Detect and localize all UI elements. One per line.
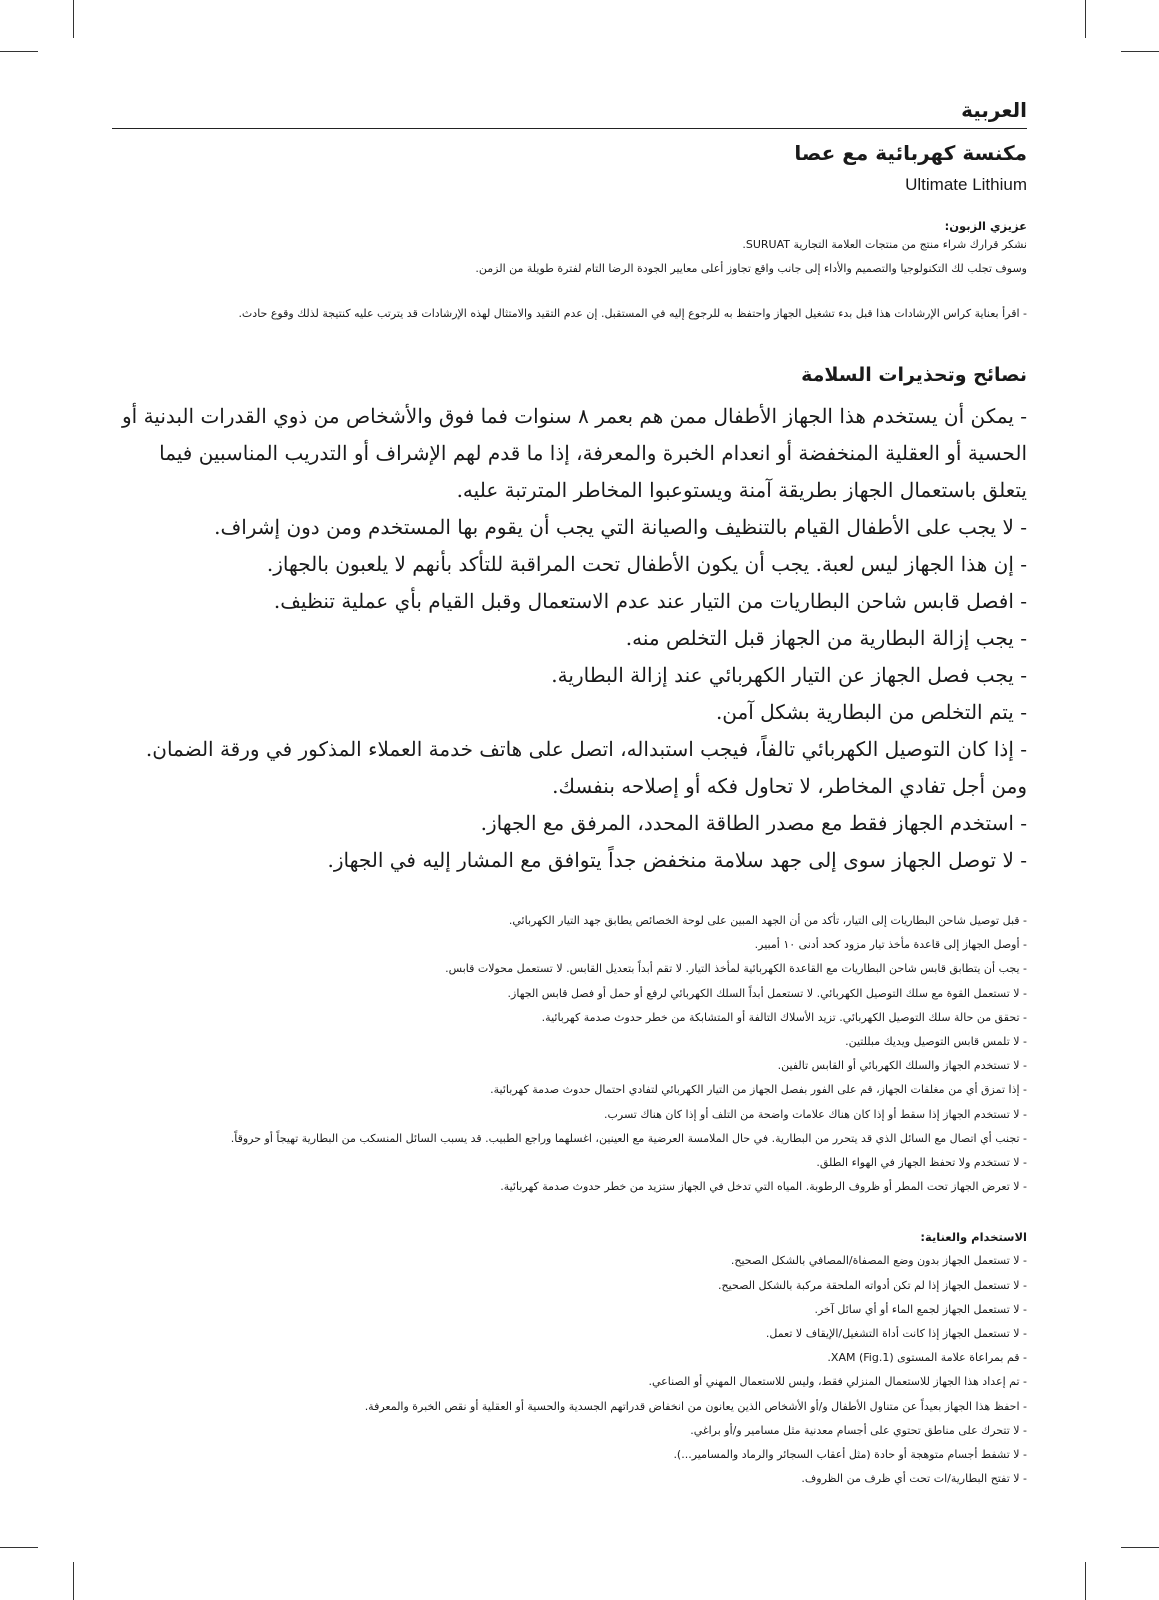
product-model: Ultimate Lithium — [905, 175, 1027, 194]
language-label: العربية — [961, 98, 1027, 122]
manual-page — [112, 88, 1027, 1491]
crop-mark — [1121, 1547, 1159, 1548]
detail-item: - يجب أن يتطابق قابس شاحن البطاريات مع القاعدة الكهربائية لمأخذ التيار. لا تقم أبداً بتعديل القابس. لا تستعمل محولات قابس. — [445, 962, 1027, 976]
safety-item: - يمكن أن يستخدم هذا الجهاز الأطفال ممن هم بعمر ٨ سنوات فما فوق والأشخاص من ذوي القدرات البدنية أو الحسية أو العقلية المنخفضة أو انعدام الخبرة والمعرفة، إذا ما قدم لهم الإشراف أو التدريب المناسبين فيما يتعلق باستعمال الجهاز بطريقة آمنة ويستوعبوا المخاطر المترتبة عليه. — [122, 404, 1027, 502]
product-title: مكنسة كهربائية مع عصا — [794, 141, 1027, 165]
safety-item: - افصل قابس شاحن البطاريات من التيار عند عدم الاستعمال وقبل القيام بأي عملية تنظيف. — [273, 589, 1027, 613]
safety-item: - يتم التخلص من البطارية بشكل آمن. — [715, 700, 1027, 724]
crop-mark — [1121, 51, 1159, 52]
safety-item: - استخدم الجهاز فقط مع مصدر الطاقة المحدد، المرفق مع الجهاز. — [480, 811, 1027, 835]
crop-mark — [1085, 1562, 1086, 1600]
detail-item: - إذا تمزق أي من مغلفات الجهاز، قم على الفور بفصل الجهاز من التيار الكهربائي لتفادي احتمال حدوث صدمة كهربائية. — [490, 1083, 1027, 1097]
detail-item: - تجنب أي اتصال مع السائل الذي قد يتحرر من البطارية. في حال الملامسة العرضية مع العينين، اغسلهما وراجع الطبيب. قد يسبب السائل المنسكب من البطارية تهيجاً أو حروقاً. — [230, 1131, 1027, 1145]
detail-item: - أوصل الجهاز إلى قاعدة مأخذ تيار مزود كحد أدنى ١٠ أمبير. — [754, 938, 1027, 952]
crop-mark — [73, 1562, 74, 1600]
detail-item: - لا تلمس قابس التوصيل ويديك مبللتين. — [845, 1035, 1027, 1049]
detail-item: - لا تستخدم الجهاز والسلك الكهربائي أو القابس تالفين. — [777, 1059, 1027, 1073]
safety-item: - إن هذا الجهاز ليس لعبة. يجب أن يكون الأطفال تحت المراقبة للتأكد بأنهم لا يلعبون بالجهاز. — [266, 552, 1027, 576]
detail-item: - لا تستخدم ولا تحفظ الجهاز في الهواء الطلق. — [816, 1156, 1027, 1170]
usage-list — [112, 1249, 1027, 1491]
safety-section-title: نصائح وتحذيرات السلامة — [801, 364, 1027, 386]
crop-mark — [0, 51, 38, 52]
detail-item: - تحقق من حالة سلك التوصيل الكهربائي. تزيد الأسلاك التالفة أو المتشابكة من خطر حدوث صدمة كهربائية. — [541, 1010, 1027, 1024]
safety-item: - يجب فصل الجهاز عن التيار الكهربائي عند إزالة البطارية. — [551, 663, 1027, 687]
safety-main-list — [112, 398, 1027, 879]
greeting-line: نشكر قرارك شراء منتج من منتجات العلامة التجارية SURUAT. — [742, 238, 1027, 251]
usage-item: - تم إعداد هذا الجهاز للاستعمال المنزلي فقط، وليس للاستعمال المهني أو الصناعي. — [648, 1375, 1027, 1389]
usage-item: - احفظ هذا الجهاز بعيداً عن متناول الأطفال و/أو الأشخاص الذين يعانون من انخفاض قدراتهم الجسدية والحسية أو العقلية أو نقص الخبرة والمعرفة. — [364, 1399, 1027, 1413]
crop-mark — [0, 1547, 38, 1548]
usage-item: - لا تستعمل الجهاز لجمع الماء أو أي سائل آخر. — [814, 1302, 1027, 1316]
usage-item: - لا تستعمل الجهاز إذا لم تكن أدواته الملحقة مركبة بالشكل الصحيح. — [718, 1278, 1027, 1292]
crop-mark — [1085, 0, 1086, 38]
usage-item: - لا تشفط أجسام متوهجة أو حادة (مثل أعقاب السجائر والرماد والمسامير...). — [673, 1448, 1027, 1462]
detail-item: - قبل توصيل شاحن البطاريات إلى التيار، تأكد من أن الجهد المبين على لوحة الخصائص يطابق جهد التيار الكهربائي. — [508, 914, 1027, 927]
greeting-title: عزيزي الزبون: — [944, 219, 1027, 233]
detail-item: - لا تعرض الجهاز تحت المطر أو ظروف الرطوبة. المياه التي تدخل في الجهاز ستزيد من خطر حدوث صدمة كهربائية. — [500, 1180, 1027, 1194]
detail-item: - لا تستعمل القوة مع سلك التوصيل الكهربائي. لا تستعمل أبداً السلك الكهربائي لرفع أو حمل أو فصل قابس الجهاز. — [507, 986, 1027, 1000]
read-instructions-note: - اقرأ بعناية كراس الإرشادات هذا قبل بدء تشغيل الجهاز واحتفظ به للرجوع إليه في المستقبل. إن عدم التقيد والامتثال لهذه الإرشادات قد يترتب عليه كنتيجة لذلك وقوع حادث. — [238, 307, 1027, 320]
safety-detail-list — [112, 909, 1027, 1199]
safety-item: - لا يجب على الأطفال القيام بالتنظيف والصيانة التي يجب أن يقوم بها المستخدم ومن دون إشراف. — [214, 515, 1027, 539]
safety-item: - لا توصل الجهاز سوى إلى جهد سلامة منخفض جداً يتوافق مع المشار إليه في الجهاز. — [327, 848, 1027, 872]
detail-item: - لا تستخدم الجهاز إذا سقط أو إذا كان هناك علامات واضحة من التلف أو إذا كان هناك تسرب. — [604, 1107, 1027, 1121]
usage-item: - لا تستعمل الجهاز بدون وضع المصفاة/المصافي بالشكل الصحيح. — [730, 1254, 1027, 1268]
usage-section-title: الاستخدام والعناية: — [920, 1230, 1027, 1245]
usage-item: - لا تتحرك على مناطق تحتوي على أجسام معدنية مثل مسامير و/أو براغي. — [690, 1423, 1027, 1437]
greeting-line: وسوف تجلب لك التكنولوجيا والتصميم والأداء إلى جانب واقع تجاوز أعلى معايير الجودة الرضا التام لفترة طويلة من الزمن. — [475, 262, 1027, 275]
usage-item: - لا تستعمل الجهاز إذا كانت أداة التشغيل/الإيقاف لا تعمل. — [765, 1327, 1027, 1341]
usage-item: - لا تفتح البطارية/ات تحت أي ظرف من الظروف. — [801, 1472, 1027, 1486]
header-rule — [112, 128, 1027, 129]
usage-item: - قم بمراعاة علامة المستوى XAM (Fig.1). — [827, 1351, 1027, 1365]
safety-item: - يجب إزالة البطارية من الجهاز قبل التخلص منه. — [625, 626, 1027, 650]
crop-mark — [73, 0, 74, 38]
safety-item: - إذا كان التوصيل الكهربائي تالفاً، فيجب استبداله، اتصل على هاتف خدمة العملاء المذكور في ورقة الضمان. ومن أجل تفادي المخاطر، لا تحاول فكه أو إصلاحه بنفسك. — [145, 737, 1027, 798]
